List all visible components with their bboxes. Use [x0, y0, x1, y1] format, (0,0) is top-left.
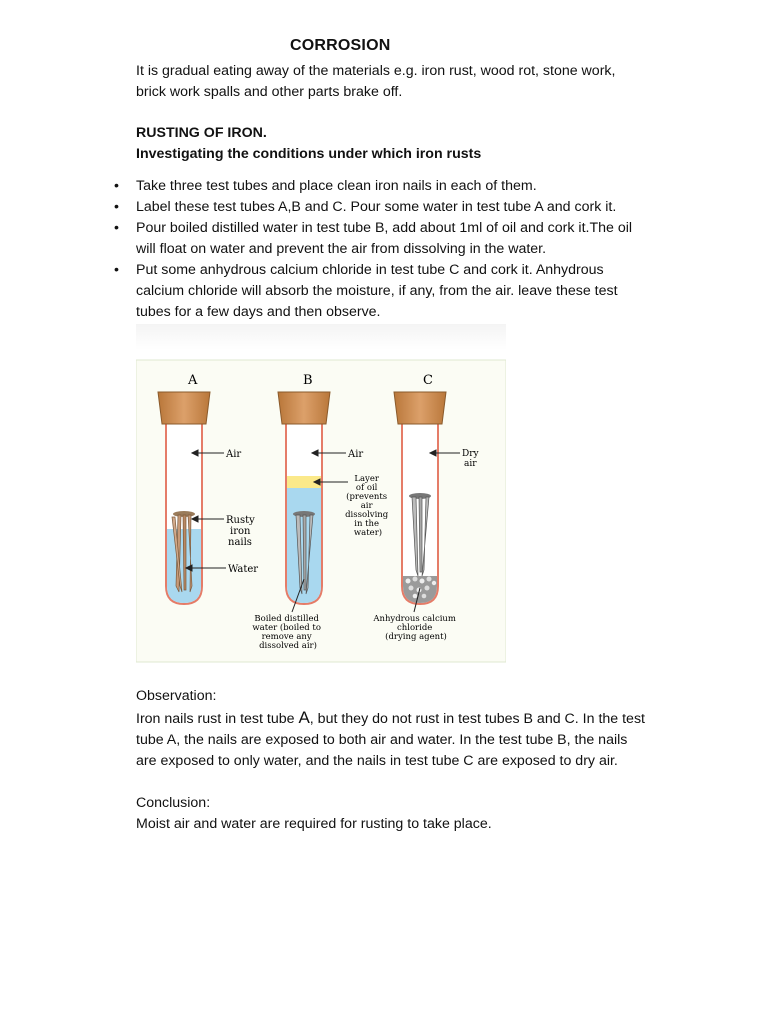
calcium-chloride-label: Anhydrous calcium chloride (drying agent)	[373, 614, 456, 642]
conclusion-heading: Conclusion:	[136, 795, 211, 811]
tube-a-cork	[158, 392, 210, 424]
tube-b	[278, 392, 330, 604]
test-tube-diagram	[136, 324, 506, 664]
bullet-icon: •	[114, 178, 119, 194]
bullet-icon: •	[114, 199, 119, 215]
page-title: CORROSION	[290, 37, 391, 54]
section-heading: RUSTING OF IRON.	[136, 125, 267, 141]
tube-c-cork	[394, 392, 446, 424]
boiled-water-label: Boiled distilled water (boiled to remove any dissolved air)	[252, 614, 321, 651]
oil-layer-label: Layer of oil (prevents air dissolving in the water)	[345, 474, 389, 538]
water-label: Water	[228, 564, 259, 575]
tube-label-a: A	[188, 373, 198, 388]
test-tube-figure	[136, 324, 506, 664]
bullet-icon: •	[114, 262, 119, 278]
intro-line-1: It is gradual eating away of the materials e.g. iron rust, wood rot, stone work,	[136, 63, 616, 79]
observation-paragraph: Iron nails rust in test tube A, but they do not rust in test tubes B and C. In the test tube A, the nails are exposed to both air and water. In the test tube B, the nails are exposed to only water, and the nails in test tube C are exposed to dry air.	[136, 708, 645, 769]
subheading: Investigating the conditions under which iron rusts	[136, 146, 482, 162]
list-item: • Pour boiled distilled water in test tube B, add about 1ml of oil and cork it.The oil will float on water and prevent the air from dissolving in the water.	[114, 220, 633, 257]
top-shadow	[136, 324, 506, 350]
intro-line-2: brick work spalls and other parts brake off.	[136, 84, 403, 100]
bullet-icon: •	[114, 220, 119, 236]
list-item: • Label these test tubes A,B and C. Pour some water in test tube A and cork it.	[136, 197, 676, 218]
list-item: • Put some anhydrous calcium chloride in test tube C and cork it. Anhydrous calcium chloride will absorb the moisture, if any, from the air. leave these test tubes for a few days and then observe.	[114, 262, 618, 320]
air-label-a: Air	[226, 449, 242, 460]
observation-heading: Observation:	[136, 688, 217, 704]
air-label-b: Air	[348, 449, 364, 460]
rusty-nails-label: Rusty iron nails	[226, 515, 255, 548]
conclusion-text: Moist air and water are required for rusting to take place.	[136, 816, 492, 832]
procedure-list	[114, 176, 676, 323]
list-item: • Take three test tubes and place clean iron nails in each of them.	[136, 176, 676, 197]
tube-b-cork	[278, 392, 330, 424]
tube-label-b: B	[303, 373, 313, 388]
tube-label-c: C	[423, 373, 433, 388]
tube-letter: A	[298, 708, 310, 727]
intro-paragraph	[136, 61, 615, 103]
dry-air-label: Dry air	[462, 449, 479, 469]
